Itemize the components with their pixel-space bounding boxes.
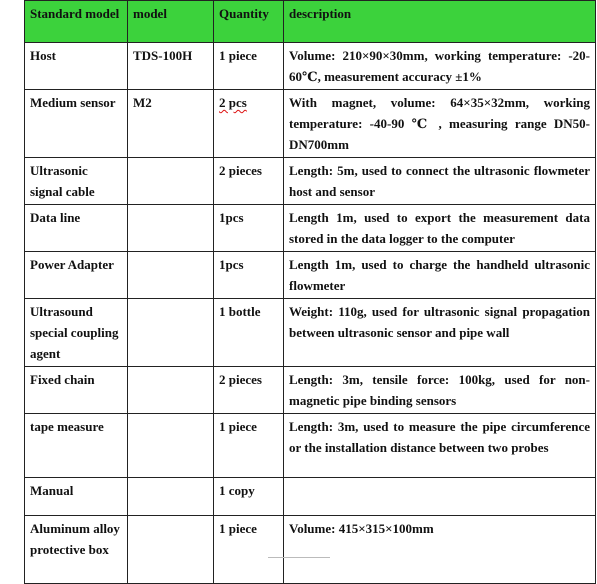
cell-quantity: 2 pieces [214, 367, 284, 414]
cell-quantity: 1 piece [214, 414, 284, 478]
cell-quantity: 1 piece [214, 43, 284, 90]
cell-quantity: 1 copy [214, 478, 284, 516]
header-model: model [128, 1, 214, 43]
table-row [25, 158, 596, 205]
cell-description: Length: 3m, tensile force: 100kg, used for non-magnetic pipe binding sensors [284, 367, 596, 414]
header-standard-model: Standard model [25, 1, 128, 43]
cell-model [128, 516, 214, 584]
cell-standard: Fixed chain [25, 367, 128, 414]
cell-description [284, 478, 596, 516]
cell-quantity: 1pcs [214, 252, 284, 299]
cell-standard: Medium sensor [25, 90, 128, 158]
cell-quantity: 1 piece [214, 516, 284, 584]
table-row [25, 205, 596, 252]
cell-description: Weight: 110g, used for ultrasonic signal propagation between ultrasonic sensor and pipe wall [284, 299, 596, 367]
cell-quantity: 1 bottle [214, 299, 284, 367]
cell-standard: Ultrasound special coupling agent [25, 299, 128, 367]
table-row [25, 299, 596, 367]
table-row [25, 478, 596, 516]
cell-model [128, 414, 214, 478]
cell-model [128, 299, 214, 367]
header-description: description [284, 1, 596, 43]
header-quantity: Quantity [214, 1, 284, 43]
cell-quantity [214, 90, 284, 158]
cell-quantity: 2 pieces [214, 158, 284, 205]
header-row [25, 1, 596, 43]
cell-description: With magnet, volume: 64×35×32mm, working temperature: -40-90 ℃ , measuring range DN50-DN700mm [284, 90, 596, 158]
cell-model: TDS-100H [128, 43, 214, 90]
cell-standard: tape measure [25, 414, 128, 478]
cell-model [128, 367, 214, 414]
table-row [25, 516, 596, 584]
cell-model [128, 158, 214, 205]
table-row [25, 90, 596, 158]
table-row [25, 43, 596, 90]
cell-description: Length: 3m, used to measure the pipe circumference or the installation distance between two probes [284, 414, 596, 478]
cell-standard: Manual [25, 478, 128, 516]
cell-description: Length 1m, used to export the measurement data stored in the data logger to the computer [284, 205, 596, 252]
cell-standard: Host [25, 43, 128, 90]
cell-description: Volume: 210×90×30mm, working temperature: -20-60℃, measurement accuracy ±1% [284, 43, 596, 90]
cell-quantity: 1pcs [214, 205, 284, 252]
table-row [25, 252, 596, 299]
cell-standard: Data line [25, 205, 128, 252]
cell-model [128, 205, 214, 252]
cell-model [128, 252, 214, 299]
cell-standard: Power Adapter [25, 252, 128, 299]
cell-description: Length: 5m, used to connect the ultrasonic flowmeter host and sensor [284, 158, 596, 205]
cell-model: M2 [128, 90, 214, 158]
cell-standard: Ultrasonic signal cable [25, 158, 128, 205]
cell-description: Length 1m, used to charge the handheld ultrasonic flowmeter [284, 252, 596, 299]
table-row [25, 414, 596, 478]
cell-quantity-text: 2 pcs [219, 95, 247, 110]
cell-model [128, 478, 214, 516]
packing-list-table [24, 0, 596, 584]
page-divider [268, 557, 330, 558]
table-row [25, 367, 596, 414]
cell-standard: Aluminum alloy protective box [25, 516, 128, 584]
cell-description: Volume: 415×315×100mm [284, 516, 596, 584]
